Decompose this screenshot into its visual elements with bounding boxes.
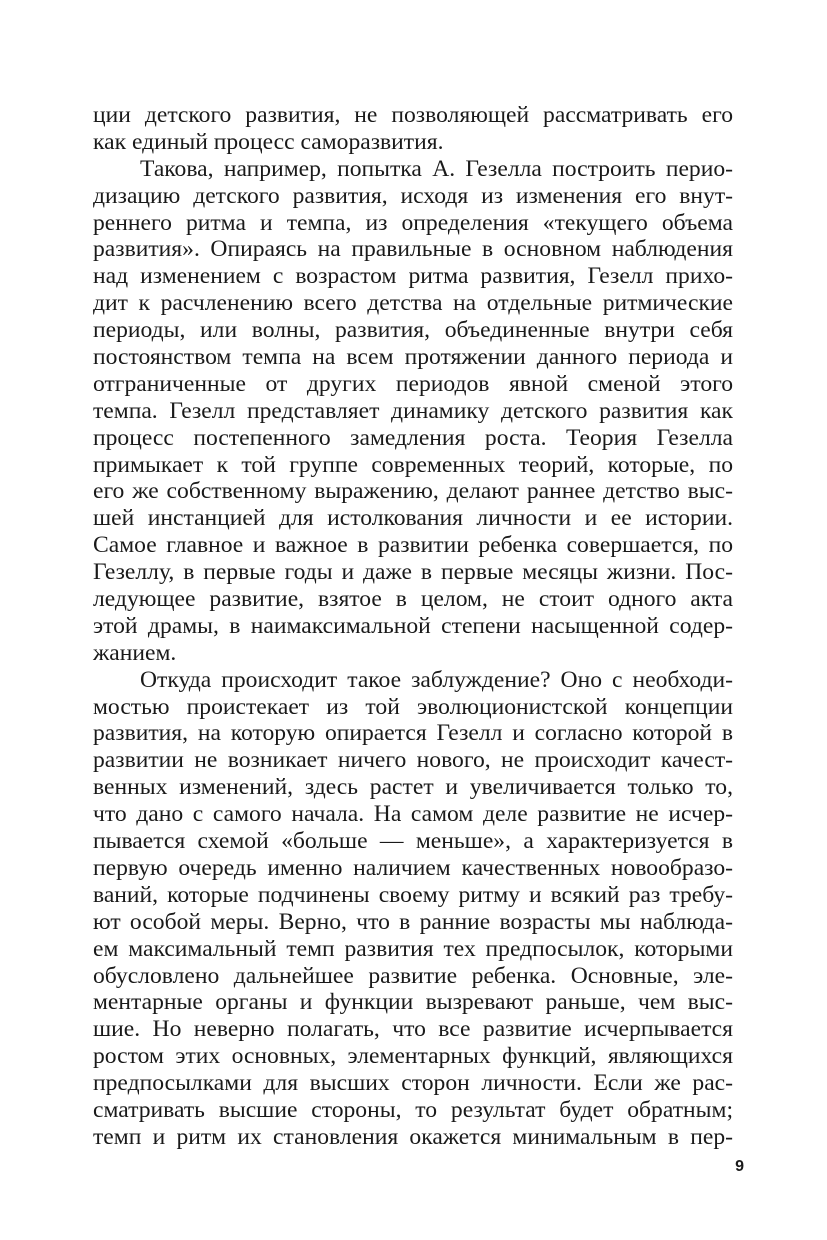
text-line: примыкает к той группе современных теорий, которые, по xyxy=(93,451,733,478)
text-line: шей инстанцией для истолкования личности и ее истории. xyxy=(93,505,733,532)
text-line: сматривать высшие стороны, то результат будет обратным; xyxy=(93,1096,733,1123)
text-line: над изменением с возрастом ритма развития, Гезелл прихо- xyxy=(93,263,733,290)
text-line: темп и ритм их становления окажется минимальным в пер- xyxy=(93,1123,733,1150)
text-line: ледующее развитие, взятое в целом, не стоит одного акта xyxy=(93,586,733,613)
text-line: этой драмы, в наимаксимальной степени насыщенной содер- xyxy=(93,612,733,639)
text-line: шие. Но неверно полагать, что все развитие исчерпывается xyxy=(93,1016,733,1043)
text-line: дизацию детского развития, исходя из изменения его внут- xyxy=(93,182,733,209)
text-line: первую очередь именно наличием качественных новообразо- xyxy=(93,854,733,881)
text-line: обусловлено дальнейшее развитие ребенка. Основные, эле- xyxy=(93,962,733,989)
text-line: ют особой меры. Верно, что в ранние возрасты мы наблюда- xyxy=(93,908,733,935)
text-line: жанием. xyxy=(93,639,177,666)
text-line: его же собственному выражению, делают раннее детство выс- xyxy=(93,478,733,505)
text-line: Самое главное и важное в развитии ребенка совершается, по xyxy=(93,532,733,559)
text-line: как единый процесс саморазвития. xyxy=(93,128,444,155)
text-line: Гезеллу, в первые годы и даже в первые месяцы жизни. Пос- xyxy=(93,559,733,586)
text-line: пывается схемой «больше — меньше», а характеризуется в xyxy=(93,828,733,855)
text-line: реннего ритма и темпа, из определения «текущего объема xyxy=(93,209,733,236)
paragraph xyxy=(93,156,733,667)
text-line: ростом этих основных, элементарных функций, являющихся xyxy=(93,1043,733,1070)
text-line: дит к расчленению всего детства на отдельные ритмические xyxy=(93,290,733,317)
text-line: ции детского развития, не позволяющей рассматривать его xyxy=(93,102,733,128)
text-line: процесс постепенного замедления роста. Теория Гезелла xyxy=(93,424,733,451)
text-line: ваний, которые подчинены своему ритму и всякий раз требу- xyxy=(93,881,733,908)
text-line: что дано с самого начала. На самом деле развитие не исчер- xyxy=(93,801,733,828)
text-line: предпосылками для высших сторон личности. Если же рас- xyxy=(93,1070,733,1097)
page-number: 9 xyxy=(735,1158,744,1175)
text-line: венных изменений, здесь растет и увеличивается только то, xyxy=(93,774,733,801)
text-line: мостью проистекает из той эволюционистской концепции xyxy=(93,693,733,720)
text-line: ем максимальный темп развития тех предпосылок, которыми xyxy=(93,935,733,962)
text-line: ментарные органы и функции вызревают раньше, чем выс- xyxy=(93,989,733,1016)
text-line: Откуда происходит такое заблуждение? Оно с необходи- xyxy=(140,666,733,693)
text-line: развития, на которую опирается Гезелл и согласно которой в xyxy=(93,720,733,747)
paragraph xyxy=(93,667,733,1151)
text-line: развития». Опираясь на правильные в основном наблюдения xyxy=(93,236,733,263)
text-line: постоянством темпа на всем протяжении данного периода и xyxy=(93,344,733,371)
text-line: Такова, например, попытка А. Гезелла построить перио- xyxy=(140,155,733,182)
text-line: периоды, или волны, развития, объединенные внутри себя xyxy=(93,317,733,344)
text-line: отграниченные от других периодов явной сменой этого xyxy=(93,370,733,397)
text-line: развитии не возникает ничего нового, не происходит качест- xyxy=(93,747,733,774)
paragraph xyxy=(93,102,733,156)
text-line: темпа. Гезелл представляет динамику детского развития как xyxy=(93,397,733,424)
page-body xyxy=(93,102,733,1151)
